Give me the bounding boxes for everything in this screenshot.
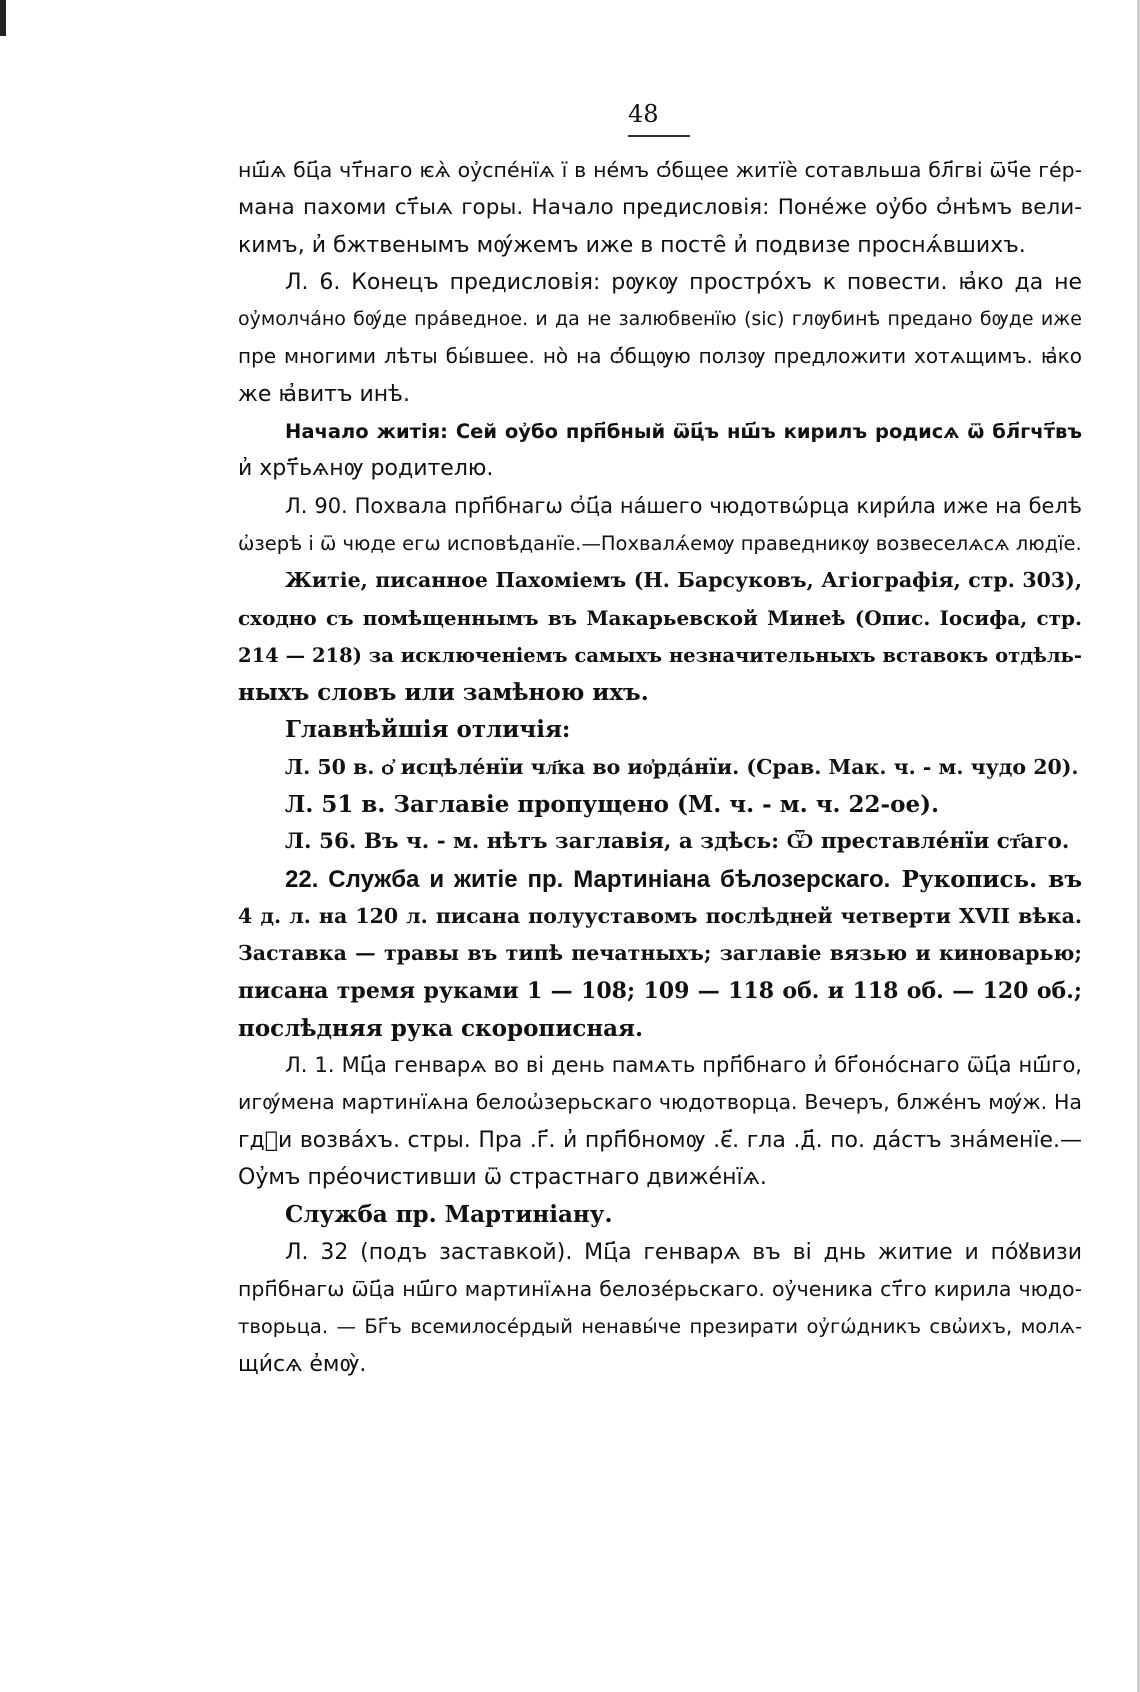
- text-line: щи́сѧ е҆мѹ̀.: [238, 1351, 367, 1377]
- text-line: Л. 1. Мц҃а генварѧ во ві день памѧть прп҃бнаго и҆ бг҃оно́снаго ѿц҃а нш҃го,: [285, 1053, 1082, 1078]
- text-line: прп҃бнагѡ ѿц҃а нш҃го мартинїѧна белозе́рьскаго. оу҆ченика ст҃го кирила чюдо-: [238, 1276, 1082, 1301]
- text-line: Л. 50 в. ѻ҆ исцѣле́нїи чл҃ка во ио҆рда́нїи. (Срав. Мак. ч. - м. чудо 20).: [285, 754, 1079, 779]
- scan-edge-left: [0, 0, 6, 36]
- page-number-rule: [628, 135, 690, 137]
- text-line: оу҆молча́но бѹ́де пра́ведное. и да не залюбвенїю (sic) глѹбинѣ предано бѹде иже: [238, 308, 1082, 331]
- text-line: творьца. — Бг҃ъ всемилосе́рдый ненавы́че презирати оу҆гѡ́дникъ свѡ҆ихъ, молѧ-: [238, 1315, 1082, 1339]
- text-line: и҆ хрт҃ьѧнѹ родителю.: [238, 456, 494, 482]
- text-line: ѡ҆зерѣ і ѿ чюде егѡ исповѣданїе.—Похвалѧ́емѹ праведникѹ возвеселѧсѧ людїе.: [238, 531, 1082, 555]
- text-line: нш҃ѧ бц҃а чт҃наго ѥѧ̀ оу҆спе́нїѧ ї в не́мъ ѻ҆́бщее житїѐ сотавльша бл҃гві ѿч҃е ге́р-: [238, 158, 1082, 182]
- entry-heading: 22. Служба и житіе пр. Мартиніана бѣлозерскаго.: [285, 865, 891, 893]
- text-line: 4 д. л. на 120 л. писана полууставомъ послѣдней четверти XVII вѣка.: [238, 903, 1082, 928]
- page-number: 48: [628, 100, 659, 128]
- text-line: Главнѣйшія отличія:: [285, 716, 571, 744]
- text-line: Л. 32 (подъ заставкой). Мц҃а генварѧ въ ві днь житие и по́ꙋвизи: [285, 1239, 1082, 1265]
- text-line: послѣдняя рука скорописная.: [238, 1014, 644, 1042]
- text-line: 214 — 218) за исключеніемъ самыхъ незначительныхъ вставокъ отдѣль-: [238, 643, 1082, 667]
- entry-heading-line: [238, 861, 1082, 898]
- entry-heading-tail: Рукопись. въ: [890, 865, 1082, 893]
- text-line: кимъ, и҆ бжтвенымъ мѹ́жемъ иже в посте̑ и҆ подвизе проснѧ́вшихъ.: [238, 232, 1026, 258]
- text-line: Оу҆мъ пре́очистивши ѿ страстнаго движе́нїѧ.: [238, 1165, 767, 1191]
- text-line: пре многими лѣты бы́вшее. но̀ на ѻ҆́бщѹю ползѹ предложити хотѧщимъ. ꙗ҆ко: [238, 344, 1082, 369]
- text-line: Л. 56. Въ ч. - м. нѣтъ заглавія, а здѣсь: Ѿ преставле́нїи ст҃аго.: [285, 829, 1070, 855]
- text-line: Начало житія: Сей оу҆бо прп҃бный ѿц҃ъ нш҃ъ кирилъ родисѧ ѿ бл҃гчт҃въ: [285, 420, 1082, 444]
- text-line: Л. 90. Похвала прп҃бнагѡ ѻ҆ц҃а на́шего чюдотвѡ́рца кири́ла иже на белѣ: [285, 493, 1082, 518]
- text-line: Заставка — травы въ типѣ печатныхъ; заглавіе вязью и киноварью;: [238, 941, 1082, 966]
- page-body: [238, 152, 1082, 1383]
- text-line: писана тремя руками 1 — 108; 109 — 118 об. и 118 об. — 120 об.;: [238, 977, 1082, 1004]
- text-line: ныхъ словъ или замѣною ихъ.: [238, 679, 649, 707]
- text-line: игѹ́мена мартинїѧна белоѡ҆зерьскаго чюдотворца. Вечеръ, блже́нъ мѹ́ж. На: [238, 1090, 1082, 1115]
- text-line: Служба пр. Мартиніану.: [285, 1201, 613, 1229]
- text-line: Житіе, писанное Пахоміемъ (Н. Барсуковъ, Агіографія, стр. 303),: [285, 568, 1082, 593]
- text-line: мана пахоми ст҃ыѧ горы. Начало предисловія: Поне́же оу҆бо ѻ҆нѣмъ вели-: [238, 195, 1082, 221]
- text-line: Л. 6. Конецъ предисловія: рѹкѹ простро́хъ к повести. ꙗ҆ко да не: [285, 269, 1082, 295]
- text-line: же ꙗ҆витъ инѣ.: [238, 381, 410, 407]
- text-line: гдⷭи возва́хъ. стры. Пра .г҃. и҆ прп҃бномѹ .є҃. гла .д҃. по. да́стъ зна́менїе.—: [238, 1127, 1082, 1153]
- text-line: Л. 51 в. Заглавіе пропущено (М. ч. - м. ч. 22-ое).: [285, 791, 939, 819]
- text-line: сходно съ помѣщеннымъ въ Макарьевской Минеѣ (Опис. Іосифа, стр.: [238, 605, 1082, 630]
